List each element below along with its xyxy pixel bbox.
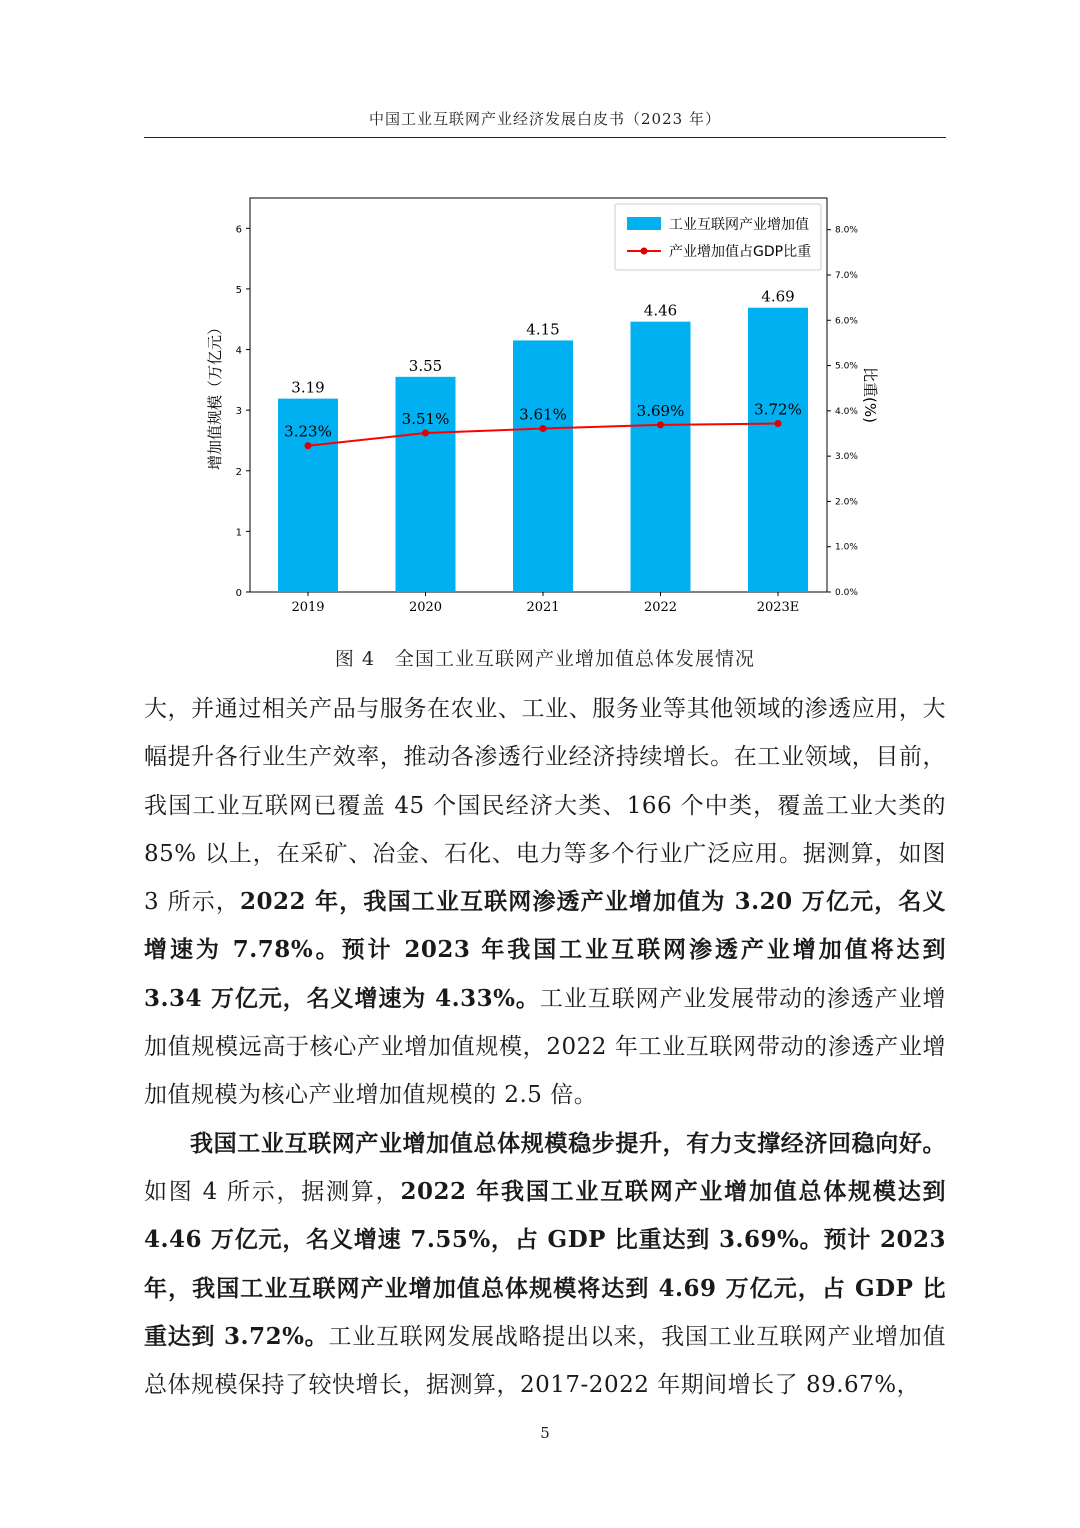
gdp-share-point (775, 420, 782, 427)
x-tick-label: 2022 (643, 600, 678, 615)
legend (615, 204, 821, 270)
y-tick-label: 3 (235, 406, 242, 418)
y2-tick-label: 5.0% (835, 361, 858, 372)
y2-tick-label: 0.0% (835, 588, 858, 598)
bar-value-label: 4.15 (526, 320, 560, 339)
gdp-share-point (540, 425, 547, 432)
gdp-share-label: 3.61% (519, 405, 567, 424)
combo-chart (195, 180, 895, 620)
figure-caption: 图 4 全国工业互联网产业增加值总体发展情况 (334, 648, 756, 670)
paragraph-2 (144, 1120, 946, 1410)
gdp-share-label: 3.69% (636, 401, 685, 420)
text-run: 工业互联网产业发展带动的渗透产业增加值规模远高于核心产业增加值规模，2022 年工业互联网带动的渗透产业增加值规模为核心产业增加值规模的 2.5 倍。 (144, 985, 947, 1109)
y-axis-label: 增加值规模（万亿元） (206, 319, 224, 471)
text-run: 2022 年，我国工业互联网渗透产业增加值为 3.20 万亿元，名义增速为 7.78%。预计 2023 年我国工业互联网渗透产业增加值将达到 3.34 万亿元，名义增速为 4.33%。 (144, 888, 946, 1012)
x-tick-label: 2019 (291, 600, 325, 615)
gdp-share-label: 3.51% (401, 410, 450, 429)
gdp-share-label: 3.72% (754, 400, 802, 419)
bar-value-label: 3.55 (408, 356, 443, 375)
y-tick-label: 6 (235, 224, 242, 236)
bar-value-label: 4.69 (761, 287, 795, 306)
y2-axis-label: 比重(%) (861, 367, 879, 423)
y2-tick-label: 8.0% (835, 225, 858, 236)
x-tick-label: 2023E (756, 600, 800, 615)
y-tick-label: 2 (235, 466, 242, 478)
page-number: 5 (540, 1424, 550, 1442)
y-tick-label: 5 (235, 284, 242, 296)
y2-tick-label: 7.0% (835, 270, 858, 281)
x-tick-label: 2020 (408, 600, 443, 615)
bar (513, 340, 573, 592)
y-tick-label: 0 (235, 588, 242, 599)
y2-tick-label: 2.0% (835, 497, 858, 508)
body-text (144, 685, 946, 1409)
x-tick-label: 2021 (526, 600, 560, 615)
header-rule (144, 137, 946, 138)
bar-value-label: 4.46 (643, 301, 678, 320)
gdp-share-label: 3.23% (284, 422, 332, 441)
page-header-title: 中国工业互联网产业经济发展白皮书（2023 年） (369, 110, 721, 128)
y2-tick-label: 3.0% (835, 452, 858, 463)
legend-line-label: 产业增加值占GDP比重 (669, 244, 812, 260)
bar (631, 322, 691, 592)
gdp-share-point (305, 442, 312, 449)
legend-line-marker (641, 248, 648, 255)
legend-bar-swatch (627, 217, 661, 230)
bar-value-label: 3.19 (291, 378, 325, 397)
y2-tick-label: 6.0% (835, 316, 858, 327)
y2-tick-label: 1.0% (835, 542, 858, 553)
y-tick-label: 1 (235, 527, 242, 539)
y2-tick-label: 4.0% (835, 406, 858, 417)
text-run: 工业互联网发展战略提出以来，我国工业互联网产业增加值总体规模保持了较快增长，据测算，2017-2022 年期间增长了 89.67%， (144, 1323, 946, 1399)
y-tick-label: 4 (235, 345, 242, 357)
gdp-share-point (657, 421, 664, 428)
text-run: 我国工业互联网产业增加值总体规模稳步提升，有力支撑经济回稳向好。 (190, 1129, 946, 1157)
legend-bar-label: 工业互联网产业增加值 (669, 217, 809, 233)
text-run: 2022 年我国工业互联网产业增加值总体规模达到 4.46 万亿元，名义增速 7.55%，占 GDP 比重达到 3.69%。预计 2023 年，我国工业互联网产业增加值总体规模将达到 4.69 万亿元，占 GDP 比重达到 3.72%。 (144, 1177, 946, 1350)
paragraph-1 (144, 685, 946, 1120)
text-run: 如图 4 所示，据测算， (144, 1178, 401, 1205)
gdp-share-point (422, 430, 429, 437)
text-run: 大，并通过相关产品与服务在农业、工业、服务业等其他领域的渗透应用，大幅提升各行业生产效率，推动各渗透行业经济持续增长。在工业领域，目前，我国工业互联网已覆盖 45 个国民经济大类、166 个中类，覆盖工业大类的 85% 以上，在采矿、冶金、石化、电力等多个行业广泛应用。据测算，如图 3 所示， (144, 696, 946, 916)
bar (748, 308, 808, 592)
